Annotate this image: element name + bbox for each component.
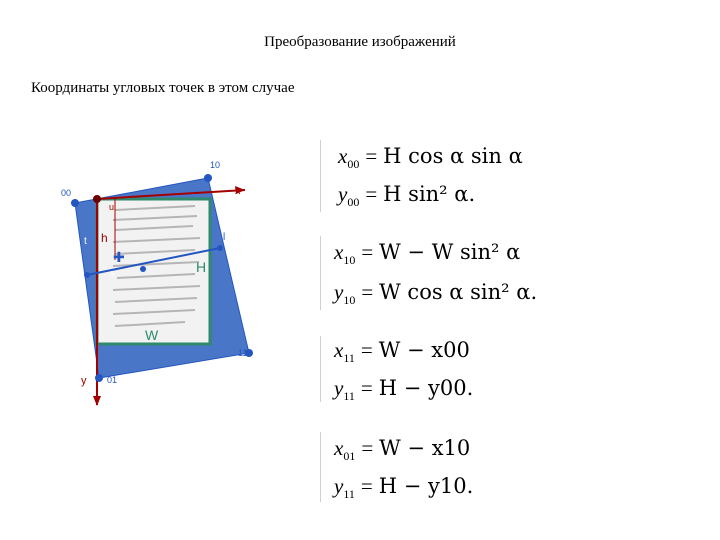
- formula-x00: $x_{00} = H$ cos α sin α: [338, 144, 523, 171]
- point-mid-right: [217, 245, 223, 251]
- formula-x00-rhs: H cos α sin α: [383, 144, 523, 168]
- formula-x10-sub: 10: [343, 253, 356, 267]
- formula-y01-sub: 11: [343, 487, 355, 501]
- label-corner-10: 10: [210, 160, 221, 170]
- formula-y10: $y_{10} = W$ cos α sin² α.: [334, 280, 538, 307]
- label-corner-11: 11: [238, 348, 248, 358]
- group-separator-4: [320, 432, 321, 502]
- formula-x11-rhs: W − x00: [378, 338, 470, 362]
- label-s: s: [110, 268, 115, 278]
- point-origin: [93, 195, 101, 203]
- formula-y00-var: y: [338, 182, 348, 206]
- formula-x01: $x_{01} = W - x10$: [334, 436, 471, 463]
- formula-list: [330, 140, 590, 510]
- point-10: [204, 174, 212, 182]
- label-axis-y: y: [81, 375, 87, 387]
- formula-x10-var: x: [334, 240, 344, 264]
- point-01: [95, 374, 103, 382]
- y-axis-arrow: [93, 396, 101, 406]
- formula-x01-rhs: W − x10: [379, 436, 471, 460]
- formula-x00-var: x: [338, 144, 348, 168]
- formula-x10-rhs: W − W sin² α: [379, 240, 521, 264]
- formula-y00-rhs: H sin² α.: [383, 182, 476, 206]
- formula-y11-var: y: [334, 376, 344, 400]
- point-00: [71, 199, 79, 207]
- formula-x11-var: x: [334, 338, 344, 362]
- point-mid-left: [84, 272, 90, 278]
- point-mid: [140, 266, 146, 272]
- formula-y11-rhs: H − y00.: [378, 376, 474, 400]
- label-W: W: [145, 327, 159, 343]
- formula-y11: $y_{11} = H - y00$.: [334, 376, 474, 403]
- formula-y11-sub: 11: [343, 389, 355, 403]
- label-l: l: [223, 232, 226, 243]
- formula-x00-sub: 00: [347, 157, 360, 171]
- label-H: H: [196, 259, 207, 275]
- group-separator-1: [320, 140, 321, 212]
- label-u: u: [109, 202, 115, 212]
- formula-x01-sub: 01: [343, 449, 356, 463]
- label-corner-01: 01: [107, 375, 118, 385]
- formula-y10-rhs: W cos α sin² α.: [379, 280, 538, 304]
- label-corner-00: 00: [61, 188, 72, 198]
- group-separator-2: [320, 236, 321, 310]
- formula-y01-rhs: H − y10.: [378, 474, 474, 498]
- formula-x11: $x_{11} = W - x00$: [334, 338, 470, 365]
- group-separator-3: [320, 336, 321, 402]
- label-h: h: [101, 231, 108, 245]
- formula-y10-var: y: [334, 280, 344, 304]
- formula-x11-sub: 11: [343, 351, 355, 365]
- formula-x01-var: x: [334, 436, 344, 460]
- formula-y00-sub: 00: [347, 195, 360, 209]
- label-axis-x: x: [235, 185, 241, 197]
- center-marker: ✚: [113, 250, 125, 266]
- formula-x10: $x_{10} = W - W$ sin² α: [334, 240, 521, 267]
- formula-y01: $y_{11} = H - y10$.: [334, 474, 474, 501]
- formula-y00: $y_{00} = H$ sin² α.: [338, 182, 476, 209]
- rotation-diagram: [55, 150, 275, 410]
- formula-y10-sub: 10: [343, 293, 356, 307]
- formula-y01-var: y: [334, 474, 344, 498]
- page-title: Преобразование изображений: [264, 34, 456, 50]
- label-t: t: [84, 236, 87, 247]
- page-subtitle: Координаты угловых точек в этом случае: [31, 80, 295, 96]
- rotation-diagram-svg: [55, 150, 275, 410]
